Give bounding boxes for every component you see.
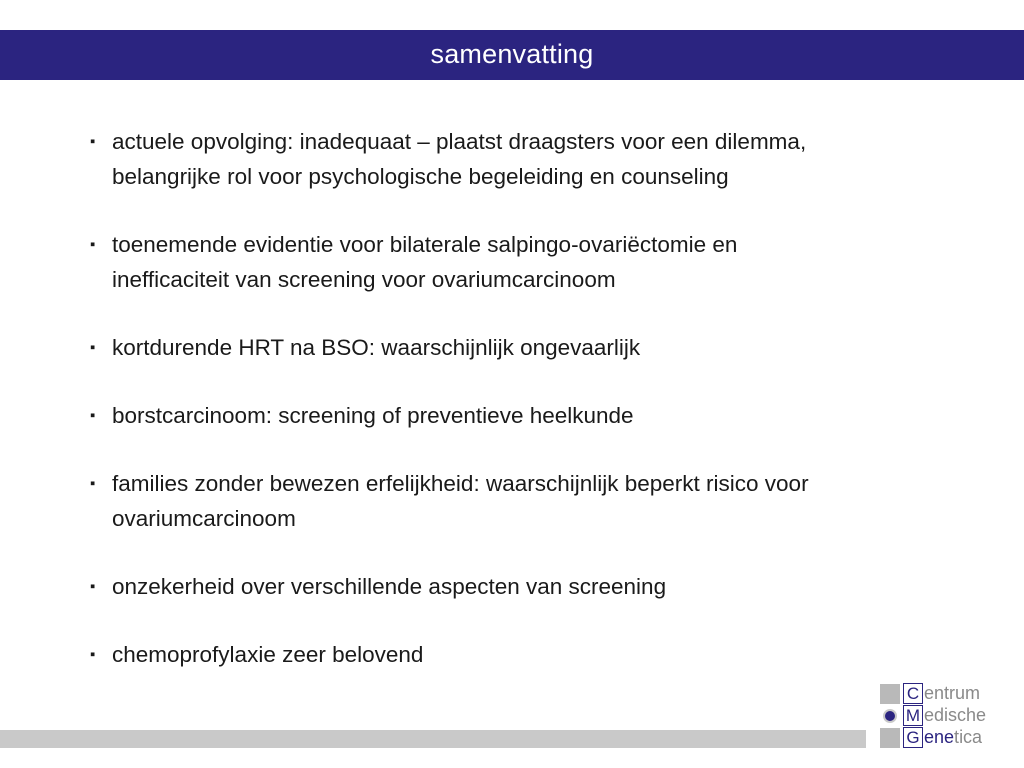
bullet-line: onzekerheid over verschillende aspecten van screening — [112, 574, 667, 599]
bullet-line: chemoprofylaxie zeer belovend — [112, 642, 424, 667]
logo-gray-square-icon — [880, 728, 900, 748]
logo-row-genetica — [880, 727, 982, 748]
bullet-line: borstcarcinoom: screening of preventieve heelkunde — [112, 403, 634, 428]
bullet-text — [112, 227, 950, 297]
bullet-item — [90, 398, 950, 433]
logo-word-centrum: entrum — [924, 683, 981, 703]
bullet-line: actuele opvolging: inadequaat – plaatst draagsters voor een dilemma, — [112, 129, 807, 154]
bullet-list — [90, 124, 950, 672]
bullet-line: kortdurende HRT na BSO: waarschijnlijk ongevaarlijk — [112, 335, 641, 360]
bullet-line: ovariumcarcinoom — [112, 506, 296, 531]
bullet-square-icon: ▪ — [90, 133, 96, 150]
bullet-text — [112, 466, 950, 536]
cmg-logo — [880, 682, 1020, 748]
bullet-text — [112, 330, 950, 365]
bullet-line: belangrijke rol voor psychologische begeleiding en counseling — [112, 164, 729, 189]
bullet-text — [112, 637, 950, 672]
bullet-square-icon: ▪ — [90, 236, 96, 253]
bullet-line: inefficaciteit van screening voor ovariumcarcinoom — [112, 267, 616, 292]
bullet-line: families zonder bewezen erfelijkheid: waarschijnlijk beperkt risico voor — [112, 471, 809, 496]
bullet-text — [112, 398, 950, 433]
slide-title: samenvatting — [430, 38, 594, 69]
logo-letter-m: M — [903, 705, 923, 726]
bullet-text — [112, 124, 950, 194]
logo-word-medische: edische — [924, 705, 987, 725]
bullet-item — [90, 637, 950, 672]
bullet-text — [112, 569, 950, 604]
bullet-item — [90, 227, 950, 297]
logo-row-medische — [880, 705, 986, 726]
logo-circle-cell — [880, 706, 900, 726]
bullet-line: toenemende evidentie voor bilaterale salpingo-ovariëctomie en — [112, 232, 738, 257]
title-bar — [0, 30, 1024, 80]
bullet-square-icon: ▪ — [90, 339, 96, 356]
logo-word-genetica-part1: ene — [924, 727, 955, 747]
logo-row-centrum — [880, 683, 980, 704]
bullet-item — [90, 466, 950, 536]
footer-bar — [0, 730, 866, 748]
logo-gray-square-icon — [880, 684, 900, 704]
bullet-square-icon: ▪ — [90, 578, 96, 595]
logo-letter-c: C — [903, 683, 923, 704]
logo-circle-icon — [883, 709, 897, 723]
logo-letter-g: G — [903, 727, 923, 748]
bullet-square-icon: ▪ — [90, 646, 96, 663]
bullet-item — [90, 124, 950, 194]
bullet-square-icon: ▪ — [90, 407, 96, 424]
bullet-item — [90, 569, 950, 604]
bullet-square-icon: ▪ — [90, 475, 96, 492]
logo-word-genetica-part2: t — [954, 727, 960, 747]
logo-word-genetica-part3: ica — [959, 727, 983, 747]
bullet-item — [90, 330, 950, 365]
